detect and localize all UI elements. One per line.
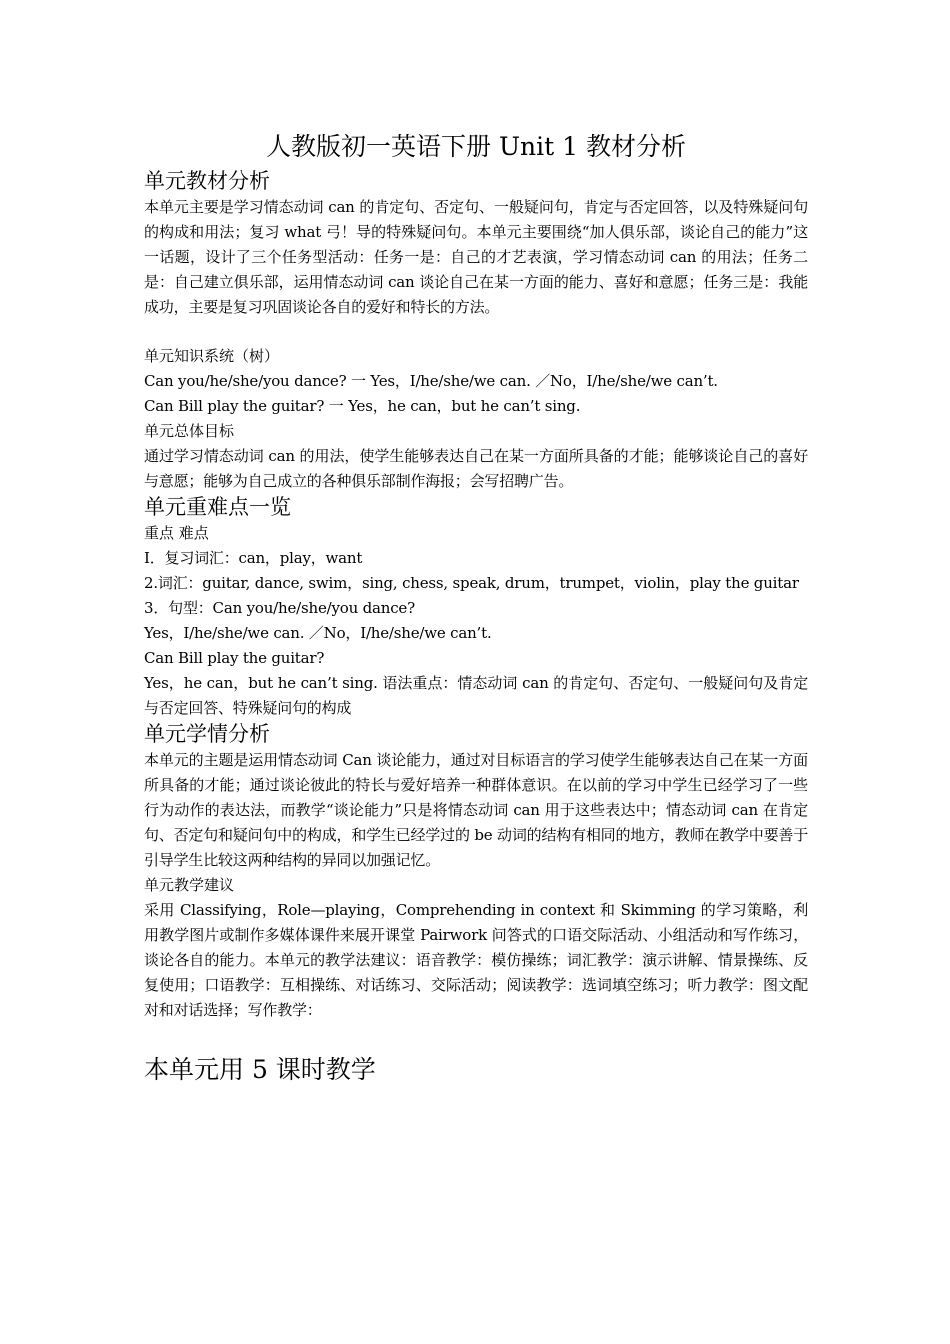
section-heading-key-points: 单元重难点一览 [144, 495, 291, 519]
document-title: 人教版初一英语下册 Unit 1 教材分析 [266, 132, 686, 161]
key-points-line: 2.词汇：guitar, dance, swim，sing, chess, speak, drum，trumpet，violin，play the guitar [144, 574, 799, 592]
section-heading-teaching-suggestions: 单元教学建议 [144, 876, 235, 894]
section-heading-learner-analysis: 单元学情分析 [144, 722, 270, 746]
section-body-goals: 通过学习情态动词 can 的用法，使学生能够表达自己在某一方面所具备的才能；能够谈论自己的喜好与意愿；能够为自己成立的各种俱乐部制作海报；会写招聘广告。 [144, 447, 808, 490]
section-heading-goals: 单元总体目标 [144, 422, 235, 440]
knowledge-line: Can you/he/she/you dance? 一 Yes，I/he/she/we can. ／No，I/he/she/we can’t. [144, 372, 718, 390]
knowledge-line: Can Bill play the guitar? 一 Yes，he can，but he can’t sing. [144, 397, 581, 415]
section-heading-knowledge-tree: 单元知识系统（树） [144, 347, 280, 365]
key-points-line: Can Bill play the guitar? [144, 649, 325, 667]
key-points-line: 3．句型：Can you/he/she/you dance? [144, 599, 415, 617]
key-points-line: I．复习词汇：can，play，want [144, 549, 363, 567]
key-points-subheading: 重点 难点 [144, 524, 209, 542]
section-body-learner-analysis: 本单元的主题是运用情态动词 Can 谈论能力，通过对目标语言的学习使学生能够表达自己在某一方面所具备的才能；通过谈论彼此的特长与爱好培养一种群体意识。在以前的学习中学生已经学习了一些行为动作的表达法，而教学“谈论能力”只是将情态动词 can 用于这些表达中；情态动词 can 在肯定句、否定句和疑问句中的构成，和学生已经学过的 be 动词的结构有相同的地方，教师在教学中要善于引导学生比较这两种结构的异同以加强记忆。 [144, 751, 808, 869]
section-body-teaching-suggestions: 采用 Classifying，Role—playing，Comprehending in context 和 Skimming 的学习策略，利用教学图片或制作多媒体课件来展开课堂 Pairwork 问答式的口语交际活动、小组活动和写作练习，谈论各自的能力。本单元的教学法建议：语音教学：模仿操练；词汇教学：演示讲解、情景操练、反复使用；口语教学：互相操练、对话练习、交际活动；阅读教学：选词填空练习；听力教学：图文配对和对话选择；写作教学： [144, 901, 808, 1019]
section-body-materials: 本单元主要是学习情态动词 can 的肯定句、否定句、一般疑问句，肯定与否定回答，以及特殊疑问句的构成和用法；复习 what 弓！导的特殊疑问句。本单元主要围绕“加人俱乐部，谈论自己的能力”这一话题，设计了三个任务型活动：任务一是：自己的才艺表演，学习情态动词 can 的用法；任务二是：自己建立俱乐部，运用情态动词 can 谈论自己在某一方面的能力、喜好和意愿；任务三是：我能成功，主要是复习巩固谈论各自的爱好和特长的方法。 [144, 198, 808, 316]
document-content [144, 130, 808, 1087]
section-heading-materials: 单元教材分析 [144, 169, 270, 193]
key-points-line: Yes，he can，but he can’t sing. 语法重点：情态动词 can 的肯定句、否定句、一般疑问句及肯定与否定回答、特殊疑问句的构成 [144, 674, 808, 717]
key-points-line: Yes，I/he/she/we can. ／No，I/he/she/we can’t. [144, 624, 492, 642]
spacer [144, 320, 808, 344]
lesson-count-heading: 本单元用 5 课时教学 [144, 1055, 376, 1084]
spacer [144, 1023, 808, 1053]
